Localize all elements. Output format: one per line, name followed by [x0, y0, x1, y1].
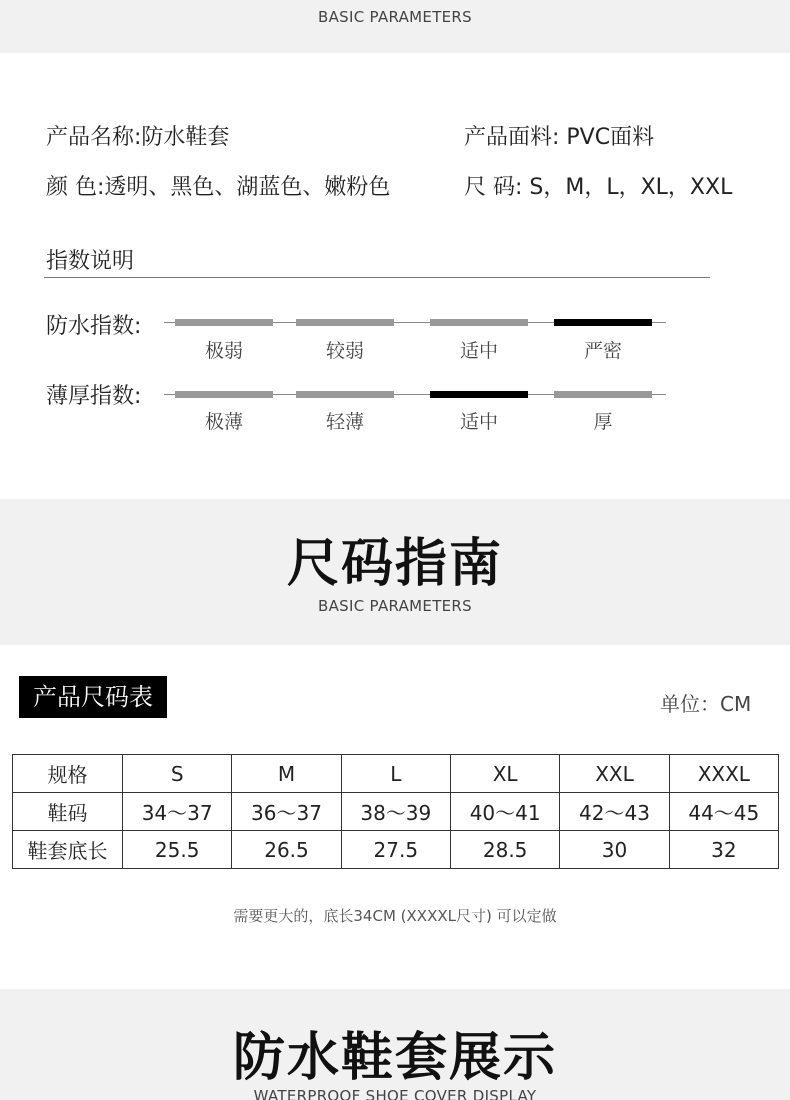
- table-cell: 36～37: [232, 793, 341, 831]
- waterproof-segment-1: [296, 319, 394, 326]
- thickness-level-label: 极薄: [204, 411, 243, 433]
- size-table: [12, 754, 779, 869]
- size-guide-banner: [0, 499, 790, 645]
- display-banner: [0, 989, 790, 1100]
- waterproof-level-label: 适中: [459, 340, 498, 362]
- waterproof-segment-2: [430, 319, 528, 326]
- product-sizes: 尺 码: S，M，L，XL，XXL: [464, 175, 733, 200]
- table-cell: 25.5: [123, 831, 232, 869]
- thickness-segment-3: [554, 391, 652, 398]
- waterproof-segment-0: [175, 319, 273, 326]
- row-label-cell: 鞋套底长: [13, 831, 123, 869]
- display-title: 防水鞋套展示: [232, 1028, 557, 1088]
- thickness-segment-0: [175, 391, 273, 398]
- table-cell: XL: [450, 755, 559, 793]
- table-cell: L: [341, 755, 450, 793]
- thickness-level-label: 轻薄: [325, 411, 364, 433]
- waterproof-level-label: 较弱: [325, 340, 364, 362]
- top-banner: [0, 0, 790, 53]
- size-guide-subtitle: BASIC PARAMETERS: [318, 597, 472, 615]
- table-cell: 34～37: [123, 793, 232, 831]
- table-cell: 30: [560, 831, 669, 869]
- table-cell: XXL: [560, 755, 669, 793]
- custom-size-note: 需要更大的，底长34CM (XXXXL尺寸) 可以定做: [233, 907, 557, 925]
- table-cell: 44～45: [669, 793, 778, 831]
- table-cell: 32: [669, 831, 778, 869]
- table-cell: 28.5: [450, 831, 559, 869]
- waterproof-level-label: 极弱: [204, 340, 243, 362]
- table-cell: 38～39: [341, 793, 450, 831]
- table-cell: 27.5: [341, 831, 450, 869]
- size-table-tag: 产品尺码表: [19, 676, 167, 718]
- product-fabric: 产品面料: PVC面料: [464, 125, 655, 150]
- thickness-level-label: 厚: [593, 411, 613, 433]
- table-cell: 42～43: [560, 793, 669, 831]
- size-guide-title: 尺码指南: [286, 534, 503, 594]
- index-divider: [44, 277, 710, 278]
- top-banner-subtitle: BASIC PARAMETERS: [318, 8, 472, 26]
- table-cell: 40～41: [450, 793, 559, 831]
- index-title: 指数说明: [46, 249, 135, 274]
- table-row: [13, 793, 779, 831]
- row-label-cell: 鞋码: [13, 793, 123, 831]
- table-cell: 26.5: [232, 831, 341, 869]
- product-colors: 颜 色:透明、黑色、湖蓝色、嫩粉色: [46, 175, 391, 200]
- unit-label: 单位：CM: [660, 692, 752, 716]
- thickness-segment-1: [296, 391, 394, 398]
- thickness-level-label: 适中: [459, 411, 498, 433]
- display-subtitle: WATERPROOF SHOE COVER DISPLAY: [253, 1087, 537, 1100]
- waterproof-label: 防水指数:: [46, 314, 142, 339]
- table-row: [13, 831, 779, 869]
- product-name: 产品名称:防水鞋套: [46, 125, 230, 150]
- waterproof-level-label: 严密: [583, 340, 622, 362]
- row-label-cell: 规格: [13, 755, 123, 793]
- table-cell: XXXL: [669, 755, 778, 793]
- table-header-row: [13, 755, 779, 793]
- table-cell: S: [123, 755, 232, 793]
- thickness-segment-2: [430, 391, 528, 398]
- table-cell: M: [232, 755, 341, 793]
- thickness-label: 薄厚指数:: [46, 384, 142, 409]
- waterproof-segment-3: [554, 319, 652, 326]
